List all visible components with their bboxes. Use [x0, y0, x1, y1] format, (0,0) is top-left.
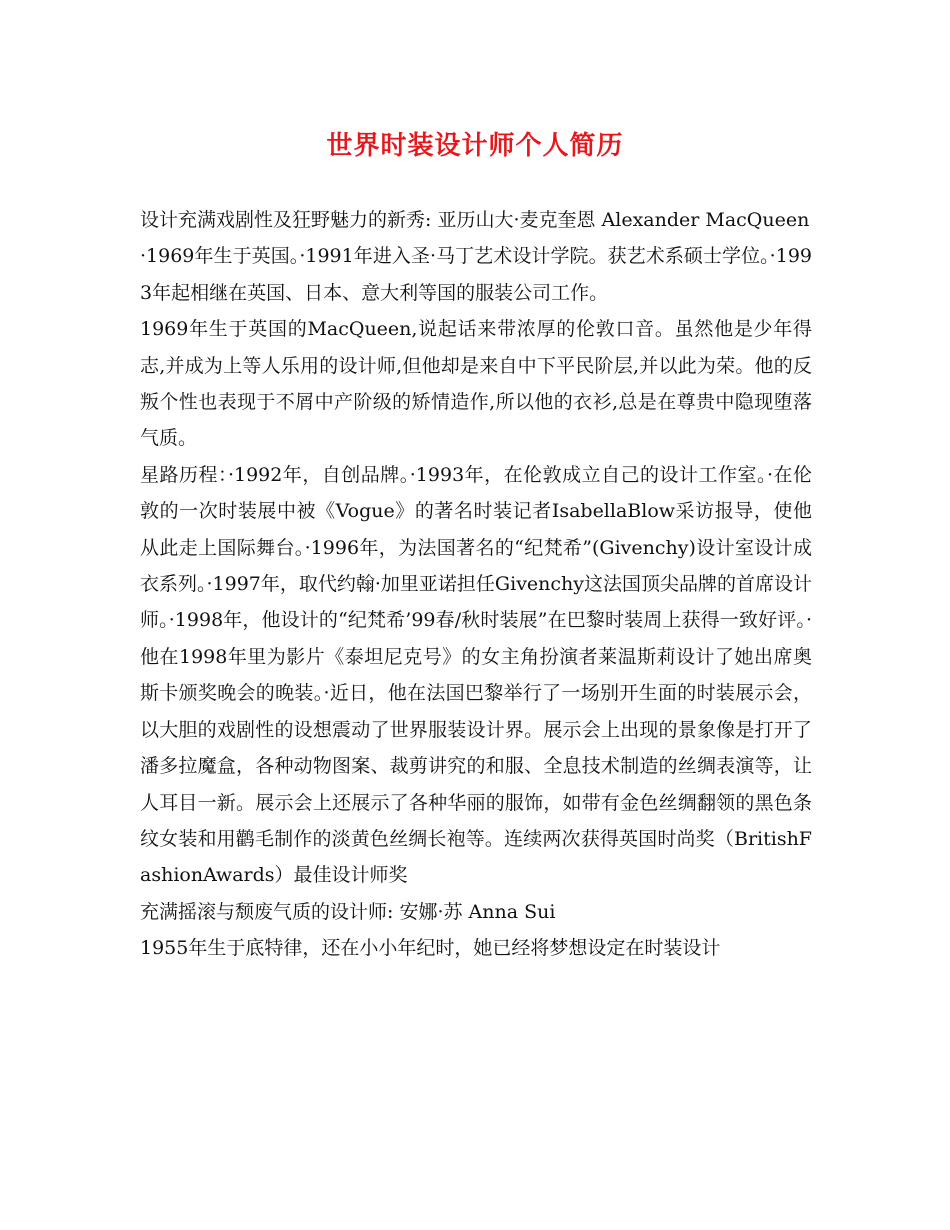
document-title: 世界时装设计师个人简历: [326, 131, 624, 161]
paragraph-mcqueen-background: 1969年生于英国的MacQueen,说起话来带浓厚的伦敦口音。虽然他是少年得志,并成为上等人乐用的设计师,但他却是来自中下平民阶层,并以此为荣。他的反叛个性也表现于不屑中产阶级的矫情造作,所以他的衣衫,总是在尊贵中隐现堕落气质。: [140, 318, 812, 450]
document-body: [140, 202, 812, 967]
paragraph-mcqueen-timeline: ·1969年生于英国。·1991年进入圣·马丁艺术设计学院。获艺术系硕士学位。·1993年起相继在英国、日本、意大利等国的服装公司工作。: [140, 245, 812, 304]
paragraph-intro-anna-sui: 充满摇滚与颓废气质的设计师: 安娜·苏 Anna Sui: [140, 900, 556, 923]
paragraph-intro-mcqueen: 设计充满戏剧性及狂野魅力的新秀: 亚历山大·麦克奎恩 Alexander MacQueen: [140, 209, 810, 231]
paragraph-mcqueen-career: 星路历程：·1992年，自创品牌。·1993年，在伦敦成立自己的设计工作室。·在伦敦的一次时装展中被《Vogue》的著名时装记者IsabellaBlow采访报导，使他从此走上国际舞台。·1996年，为法国著名的“纪梵希”(Givenchy)设计室设计成衣系列。·1997年，取代约翰·加里亚诺担任Givenchy这法国顶尖品牌的首席设计师。·1998年，他设计的“纪梵希’99春/秋时装展”在巴黎时装周上获得一致好评。·他在1998年里为影片《泰坦尼克号》的女主角扮演者莱温斯莉设计了她出席奥斯卡颁奖晚会的晚装。·近日，他在法国巴黎举行了一场别开生面的时装展示会，以大胆的戏剧性的设想震动了世界服装设计界。展示会上出现的景象像是打开了潘多拉魔盒，各种动物图案、裁剪讲究的和服、全息技术制造的丝绸表演等，让人耳目一新。展示会上还展示了各种华丽的服饰，如带有金色丝绸翻领的黑色条纹女装和用鹳毛制作的淡黄色丝绸长袍等。连续两次获得英国时尚奖（BritishFashionAwards）最佳设计师奖: [140, 463, 813, 887]
paragraph-anna-sui-bio: 1955年生于底特律，还在小小年纪时，她已经将梦想设定在时装设计: [140, 937, 721, 960]
